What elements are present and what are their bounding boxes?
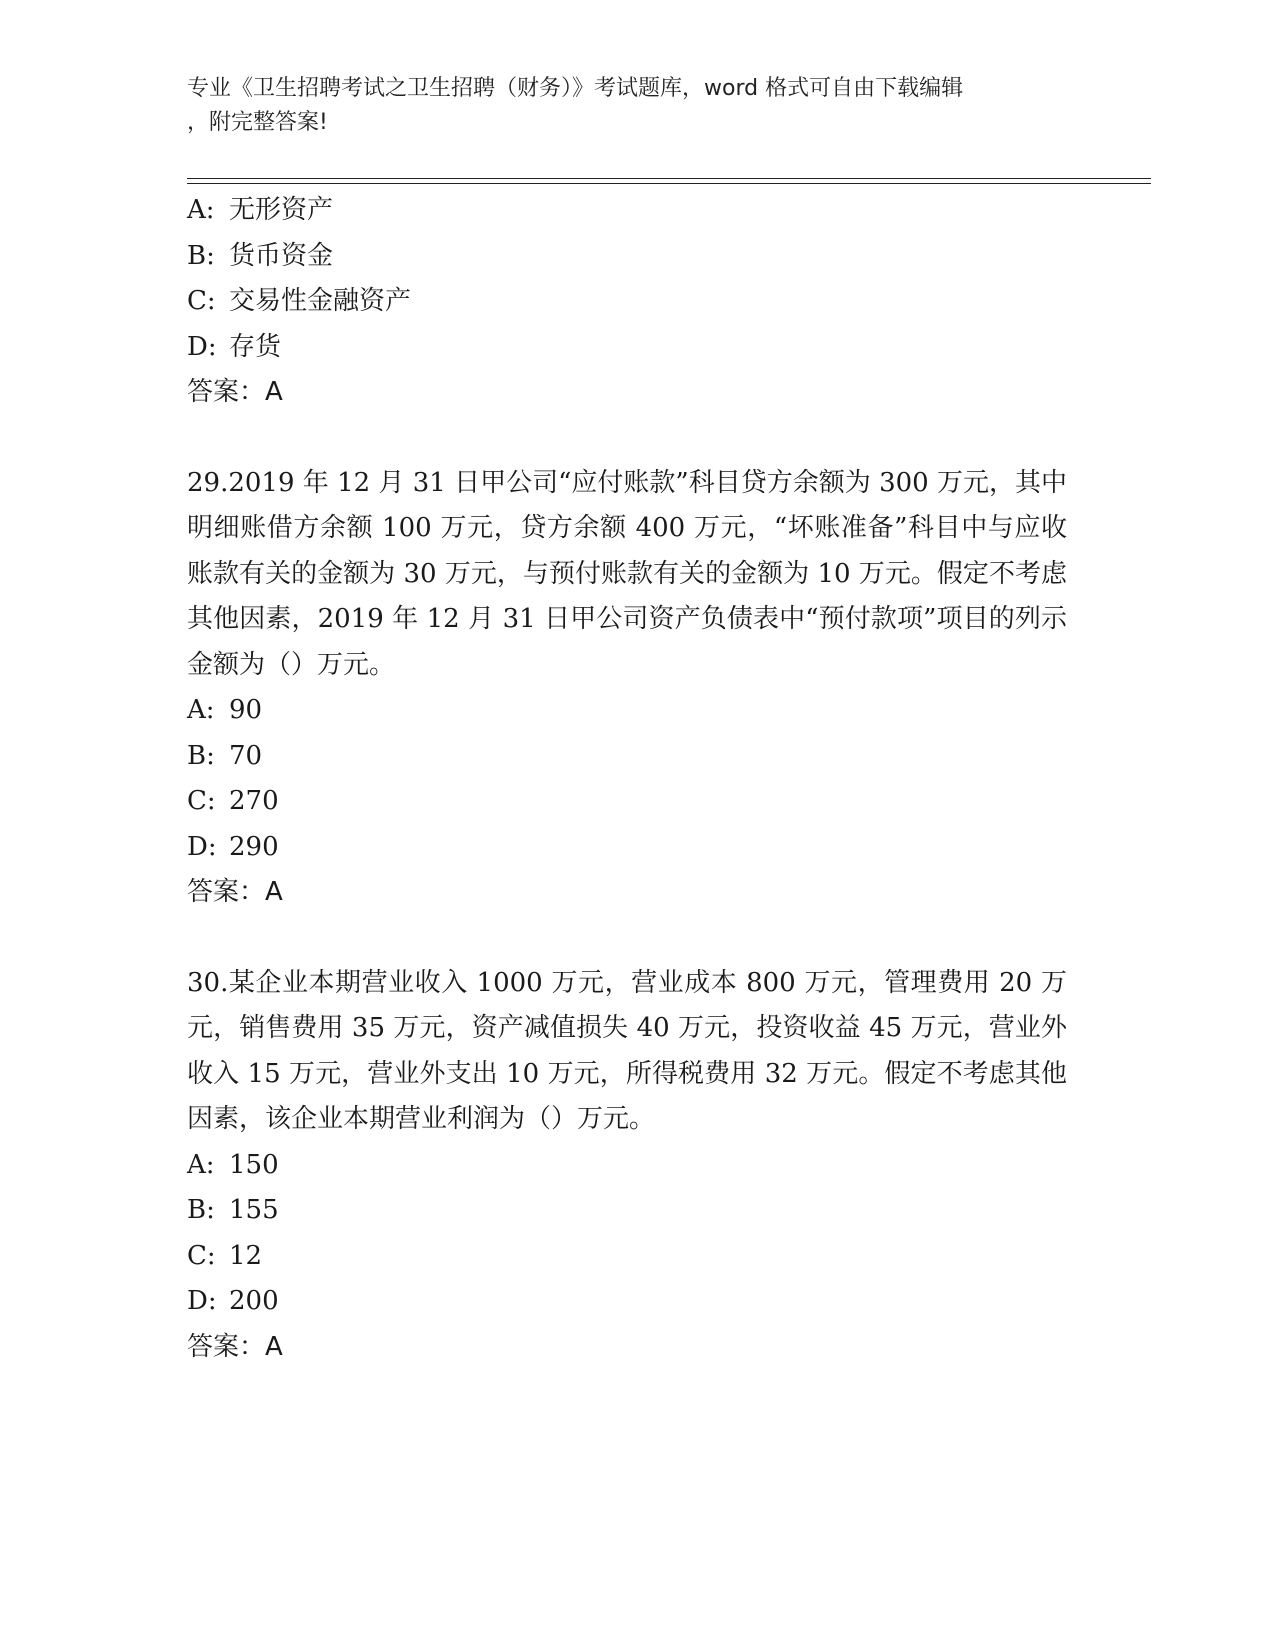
option-a bbox=[187, 1143, 1087, 1189]
option-text: 货币资金 bbox=[229, 240, 334, 271]
option-text: 200 bbox=[229, 1286, 279, 1316]
option-c bbox=[187, 779, 1087, 825]
option-letter: A: bbox=[187, 1149, 215, 1180]
question-block-30 bbox=[187, 961, 1087, 1371]
option-text: 150 bbox=[229, 1149, 279, 1180]
option-letter: B: bbox=[187, 1195, 215, 1225]
question-block-28 bbox=[187, 188, 1087, 416]
answer-line: 答案：A bbox=[187, 377, 283, 407]
option-b bbox=[187, 1188, 1087, 1234]
header-line-2: ，附完整答案! bbox=[187, 110, 328, 135]
option-a bbox=[187, 688, 1087, 734]
option-letter: B: bbox=[187, 240, 215, 271]
question-stem: 29.2019 年 12 月 31 日甲公司“应付账款”科目贷方余额为 300 万元，其中明细账借方余额 100 万元，贷方余额 400 万元，“坏账准备”科目中与应收账款有关的金额为 30 万元，与预付账款有关的金额为 10 万元。假定不考虑其他因素，2019 年 12 月 31 日甲公司资产负债表中“预付款项”项目的列示金额为（）万元。 bbox=[187, 467, 1067, 680]
option-text: 70 bbox=[229, 740, 263, 771]
header-line-1: 专业《卫生招聘考试之卫生招聘（财务）》考试题库，word 格式可自由下载编辑 bbox=[187, 76, 964, 101]
option-b bbox=[187, 734, 1087, 780]
option-letter: B: bbox=[187, 740, 215, 771]
option-letter: C: bbox=[187, 1240, 216, 1271]
option-text: 270 bbox=[229, 786, 279, 816]
option-d bbox=[187, 825, 1087, 871]
document-header bbox=[187, 72, 1087, 140]
option-letter: D: bbox=[187, 831, 217, 862]
option-text: 存货 bbox=[229, 331, 282, 362]
option-letter: D: bbox=[187, 1286, 217, 1316]
option-letter: A: bbox=[187, 695, 215, 725]
option-letter: A: bbox=[187, 195, 215, 225]
spacer bbox=[187, 416, 1087, 461]
header-divider-top bbox=[187, 178, 1151, 179]
option-d bbox=[187, 1279, 1087, 1325]
answer-line: 答案：A bbox=[187, 877, 283, 907]
option-text: 无形资产 bbox=[229, 195, 334, 225]
option-c bbox=[187, 1234, 1087, 1280]
option-b bbox=[187, 234, 1087, 280]
header-divider-bottom bbox=[187, 183, 1151, 184]
option-text: 交易性金融资产 bbox=[229, 286, 412, 316]
option-letter: D: bbox=[187, 331, 217, 362]
option-text: 290 bbox=[229, 831, 279, 862]
option-letter: C: bbox=[187, 786, 216, 816]
document-body bbox=[187, 188, 1087, 1370]
option-letter: C: bbox=[187, 286, 216, 316]
option-text: 90 bbox=[229, 695, 263, 725]
spacer bbox=[187, 916, 1087, 961]
option-d bbox=[187, 325, 1087, 371]
option-text: 155 bbox=[229, 1195, 279, 1225]
option-a bbox=[187, 188, 1087, 234]
option-c bbox=[187, 279, 1087, 325]
option-text: 12 bbox=[229, 1240, 263, 1271]
question-stem: 30.某企业本期营业收入 1000 万元，营业成本 800 万元，管理费用 20 万元，销售费用 35 万元，资产减值损失 40 万元，投资收益 45 万元，营业外收入 15 万元，营业外支出 10 万元，所得税费用 32 万元。假定不考虑其他因素，该企业本期营业利润为（）万元。 bbox=[187, 967, 1067, 1134]
question-block-29 bbox=[187, 461, 1087, 916]
answer-line: 答案：A bbox=[187, 1331, 283, 1362]
